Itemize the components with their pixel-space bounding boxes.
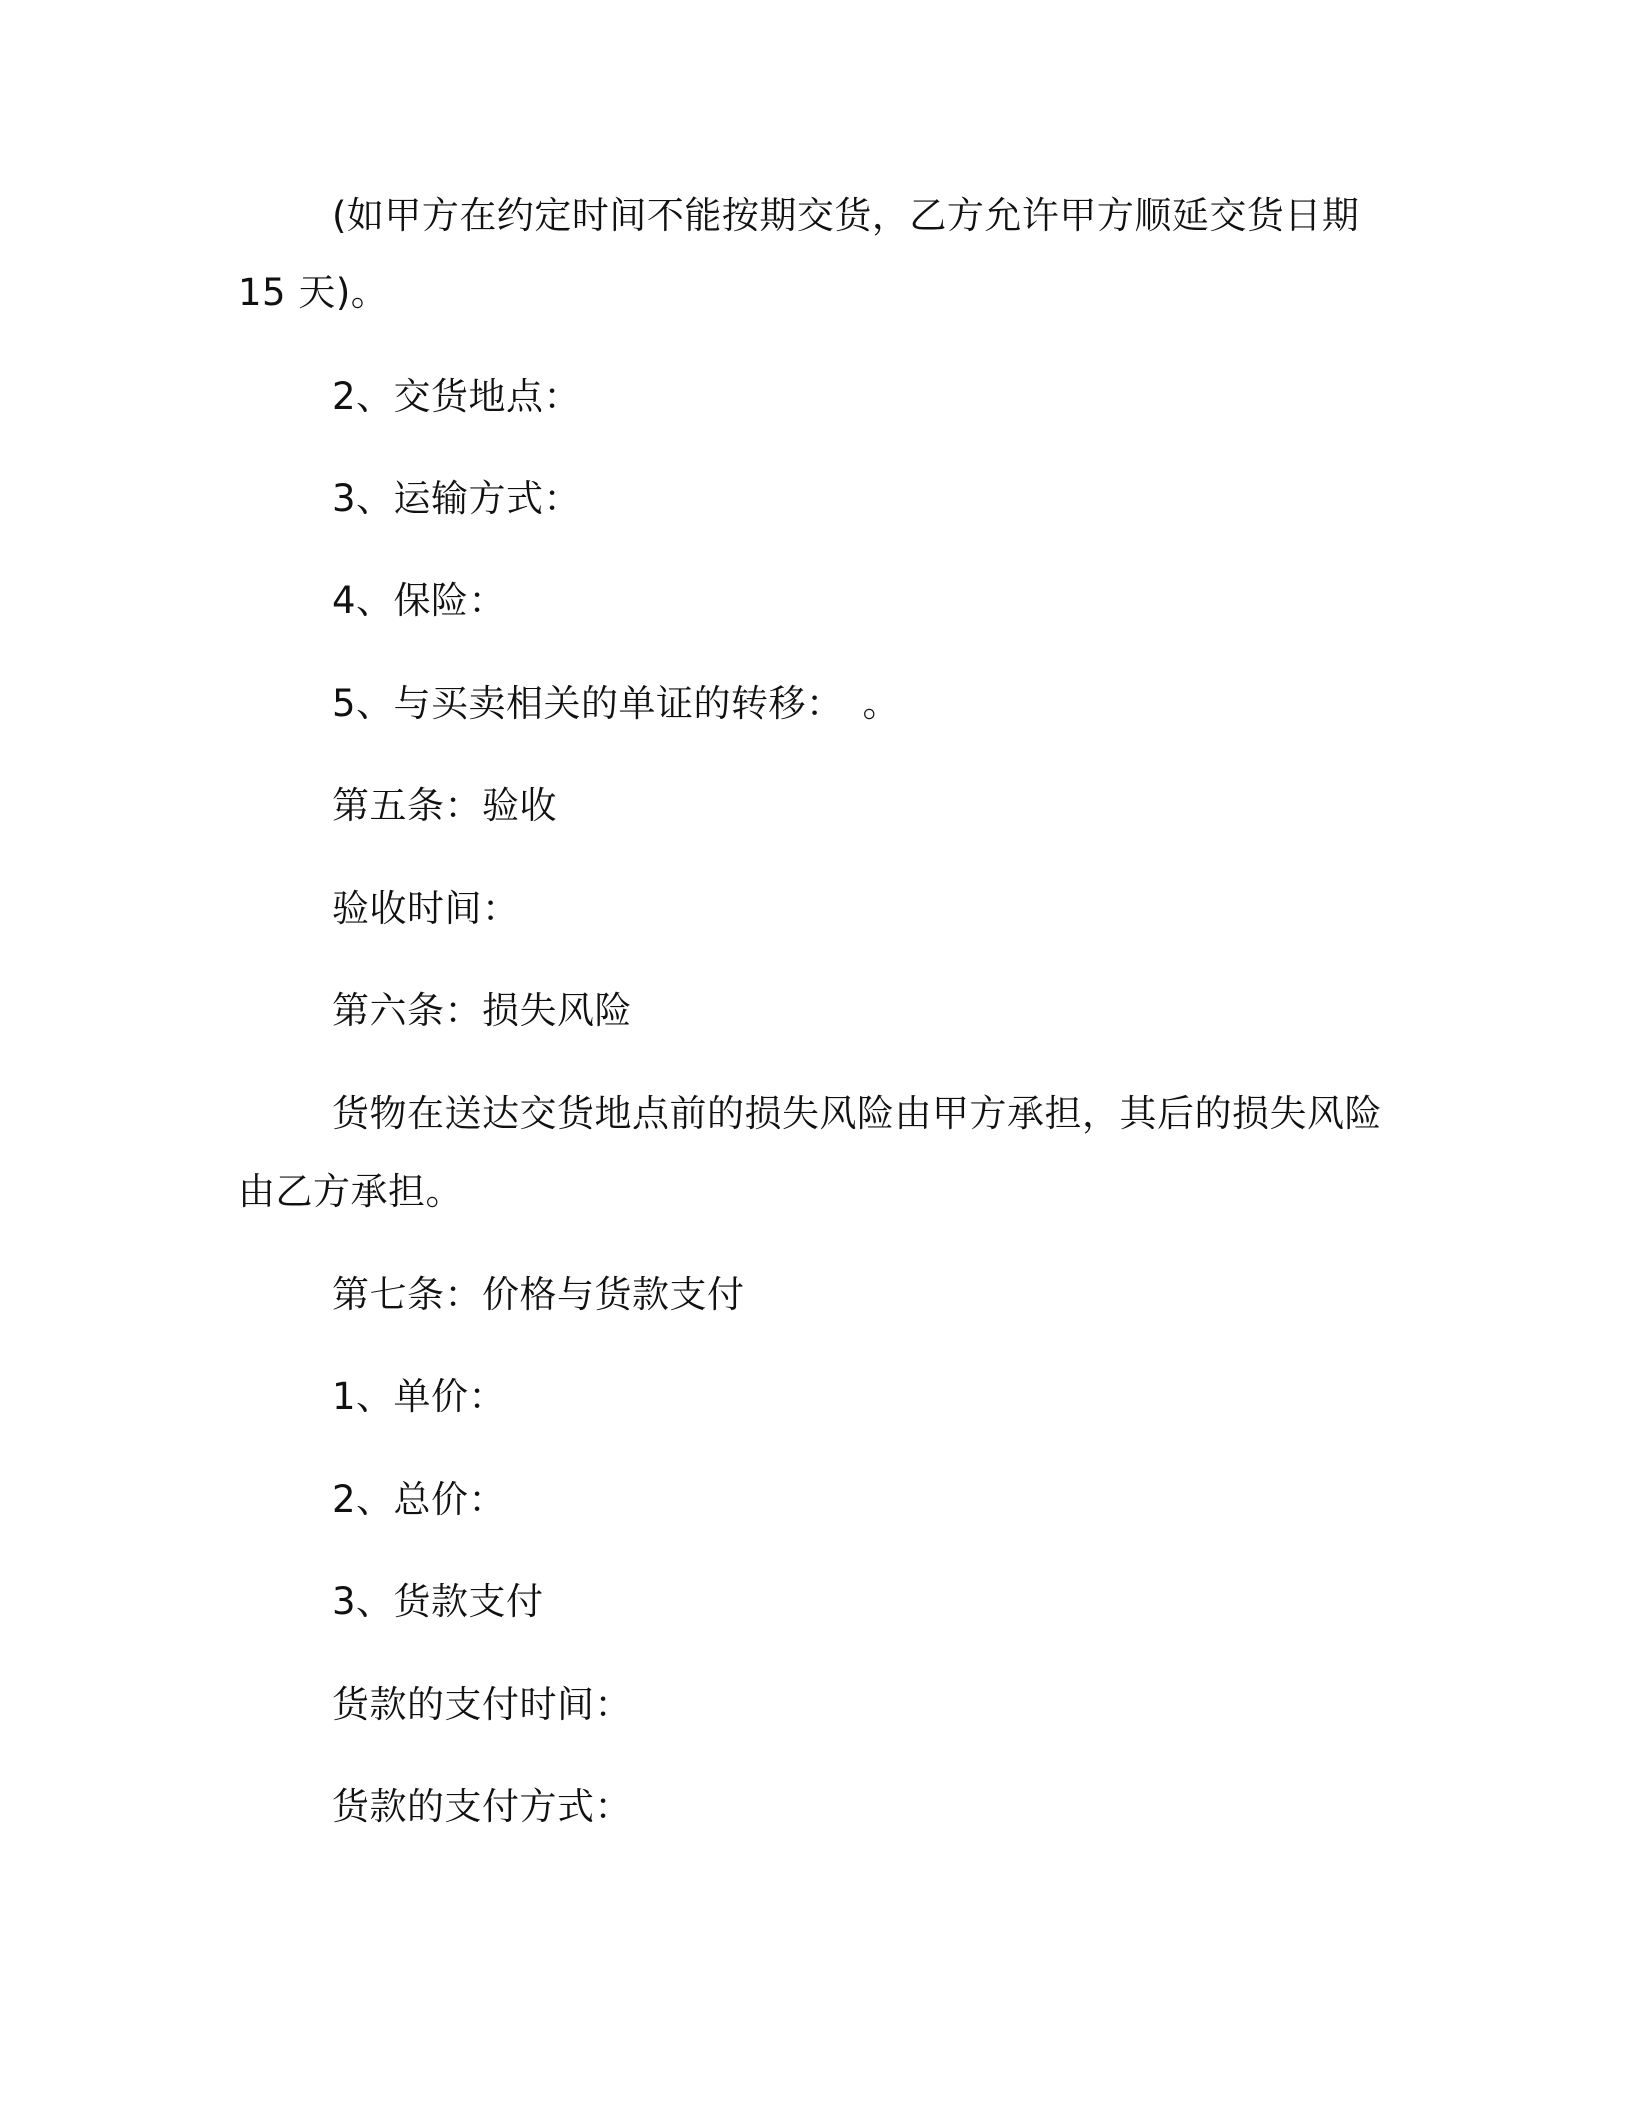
inspection-time-item: 验收时间： [332,887,520,930]
risk-of-loss-text: 货物在送达交货地点前的损失风险由甲方承担，其后的损失风险 [332,1092,1382,1135]
delivery-extension-text: (如甲方在约定时间不能按期交货，乙方允许甲方顺延交货日期 [332,194,1360,237]
delivery-extension-text-cont: 15 天)。 [238,271,389,314]
total-price-item: 2、总价： [332,1478,507,1521]
insurance-item: 4、保险： [332,579,507,622]
transport-method-item: 3、运输方式： [332,477,582,520]
article-6-heading: 第六条：损失风险 [332,989,632,1032]
payment-method-item: 货款的支付方式： [332,1785,632,1828]
payment-time-item: 货款的支付时间： [332,1683,632,1726]
delivery-location-item: 2、交货地点： [332,375,582,418]
unit-price-item: 1、单价： [332,1375,507,1418]
article-7-heading: 第七条：价格与货款支付 [332,1273,745,1316]
article-5-heading: 第五条：验收 [332,784,557,827]
payment-item: 3、货款支付 [332,1580,544,1623]
risk-of-loss-text-cont: 由乙方承担。 [238,1170,463,1213]
document-transfer-item: 5、与买卖相关的单证的转移： 。 [332,682,901,725]
